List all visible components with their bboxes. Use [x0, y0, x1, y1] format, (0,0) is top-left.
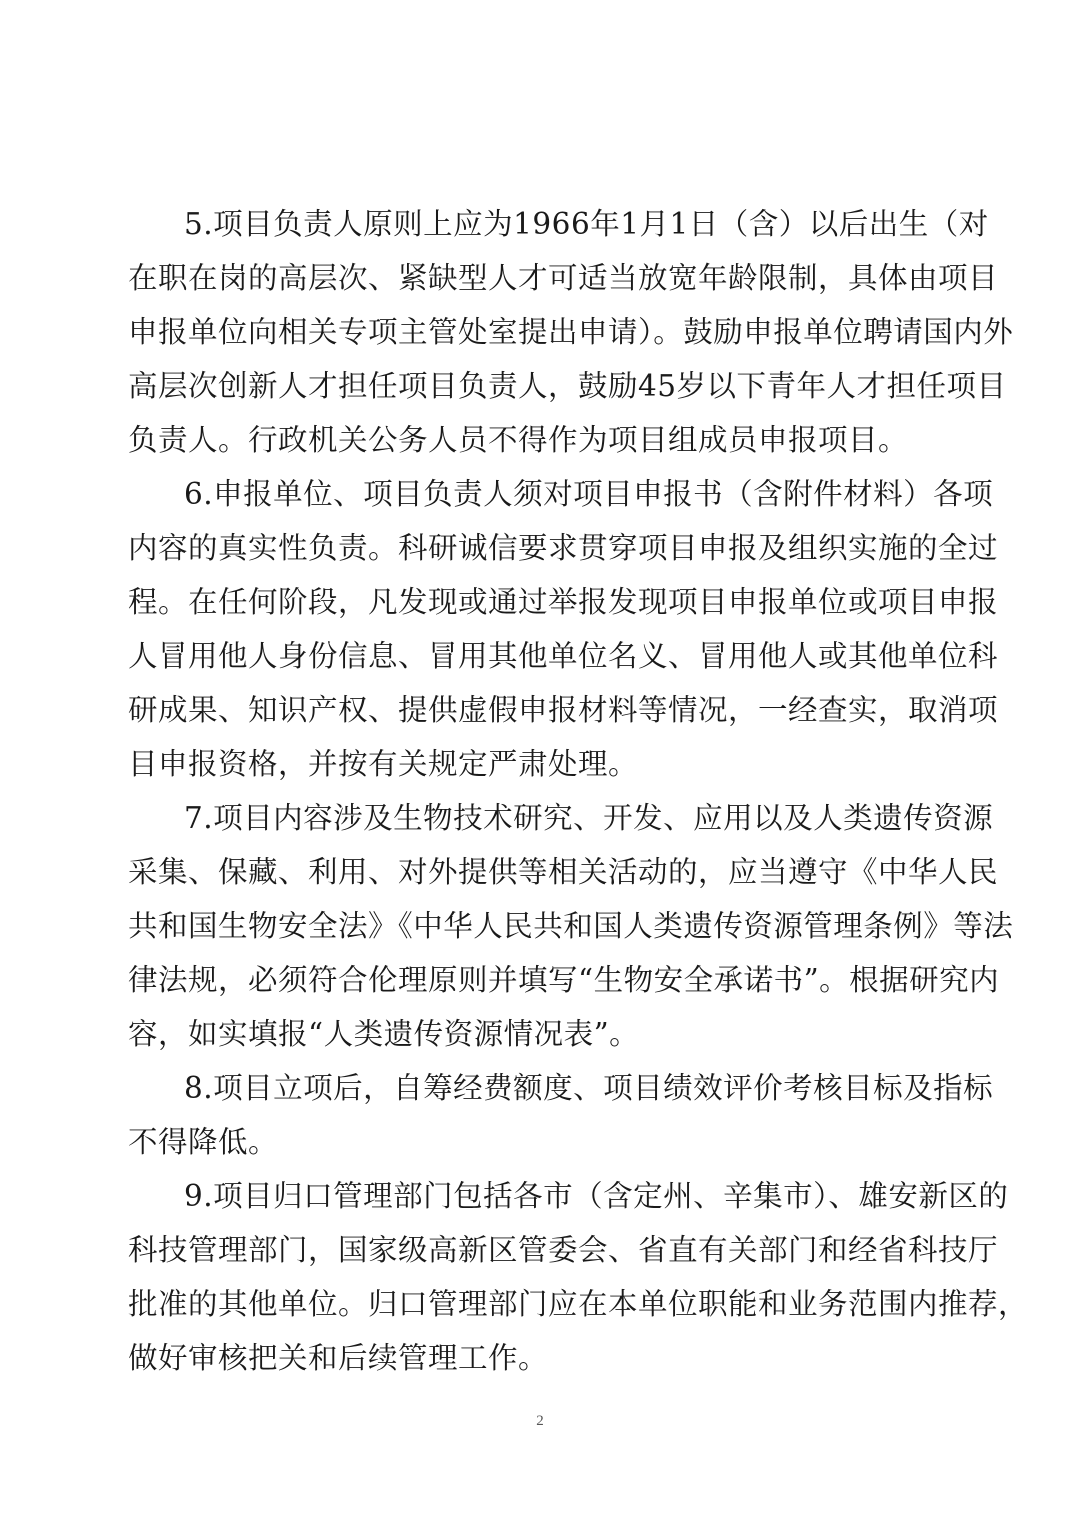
text-line: 高层次创新人才担任项目负责人，鼓励45岁以下青年人才担任项目 [128, 369, 1007, 403]
text-line: 9.项目归口管理部门包括各市（含定州、辛集市）、雄安新区的 [184, 1179, 1009, 1213]
text-line: 容，如实填报“人类遗传资源情况表”。 [128, 1017, 640, 1051]
text-line: 6.申报单位、项目负责人须对项目申报书（含附件材料）各项 [184, 477, 994, 511]
text-line: 7.项目内容涉及生物技术研究、开发、应用以及人类遗传资源 [184, 801, 994, 835]
page-number: 2 [536, 1413, 544, 1429]
text-line: 负责人。行政机关公务人员不得作为项目组成员申报项目。 [128, 423, 909, 457]
text-line: 共和国生物安全法》《中华人民共和国人类遗传资源管理条例》等法 [128, 909, 1014, 943]
text-line: 不得降低。 [128, 1125, 279, 1159]
text-line: 程。在任何阶段，凡发现或通过举报发现项目申报单位或项目申报 [128, 585, 999, 619]
text-line: 律法规，必须符合伦理原则并填写“生物安全承诺书”。根据研究内 [128, 963, 1000, 997]
text-line: 内容的真实性负责。科研诚信要求贯穿项目申报及组织实施的全过 [128, 531, 999, 565]
text-line: 做好审核把关和后续管理工作。 [128, 1341, 549, 1375]
text-line: 批准的其他单位。归口管理部门应在本单位职能和业务范围内推荐， [128, 1287, 1029, 1321]
text-line: 人冒用他人身份信息、冒用其他单位名义、冒用他人或其他单位科 [128, 639, 999, 673]
text-line: 研成果、知识产权、提供虚假申报材料等情况，一经查实，取消项 [128, 693, 999, 727]
text-line: 在职在岗的高层次、紧缺型人才可适当放宽年龄限制，具体由项目 [128, 261, 999, 295]
text-line: 采集、保藏、利用、对外提供等相关活动的，应当遵守《中华人民 [128, 855, 999, 889]
text-line: 申报单位向相关专项主管处室提出申请）。鼓励申报单位聘请国内外 [128, 315, 1014, 349]
text-line: 目申报资格，并按有关规定严肃处理。 [128, 747, 639, 781]
text-line: 科技管理部门，国家级高新区管委会、省直有关部门和经省科技厅 [128, 1233, 999, 1267]
text-line: 8.项目立项后，自筹经费额度、项目绩效评价考核目标及指标 [184, 1071, 994, 1105]
text-line: 5.项目负责人原则上应为1966年1月1日（含）以后出生（对 [184, 207, 989, 241]
